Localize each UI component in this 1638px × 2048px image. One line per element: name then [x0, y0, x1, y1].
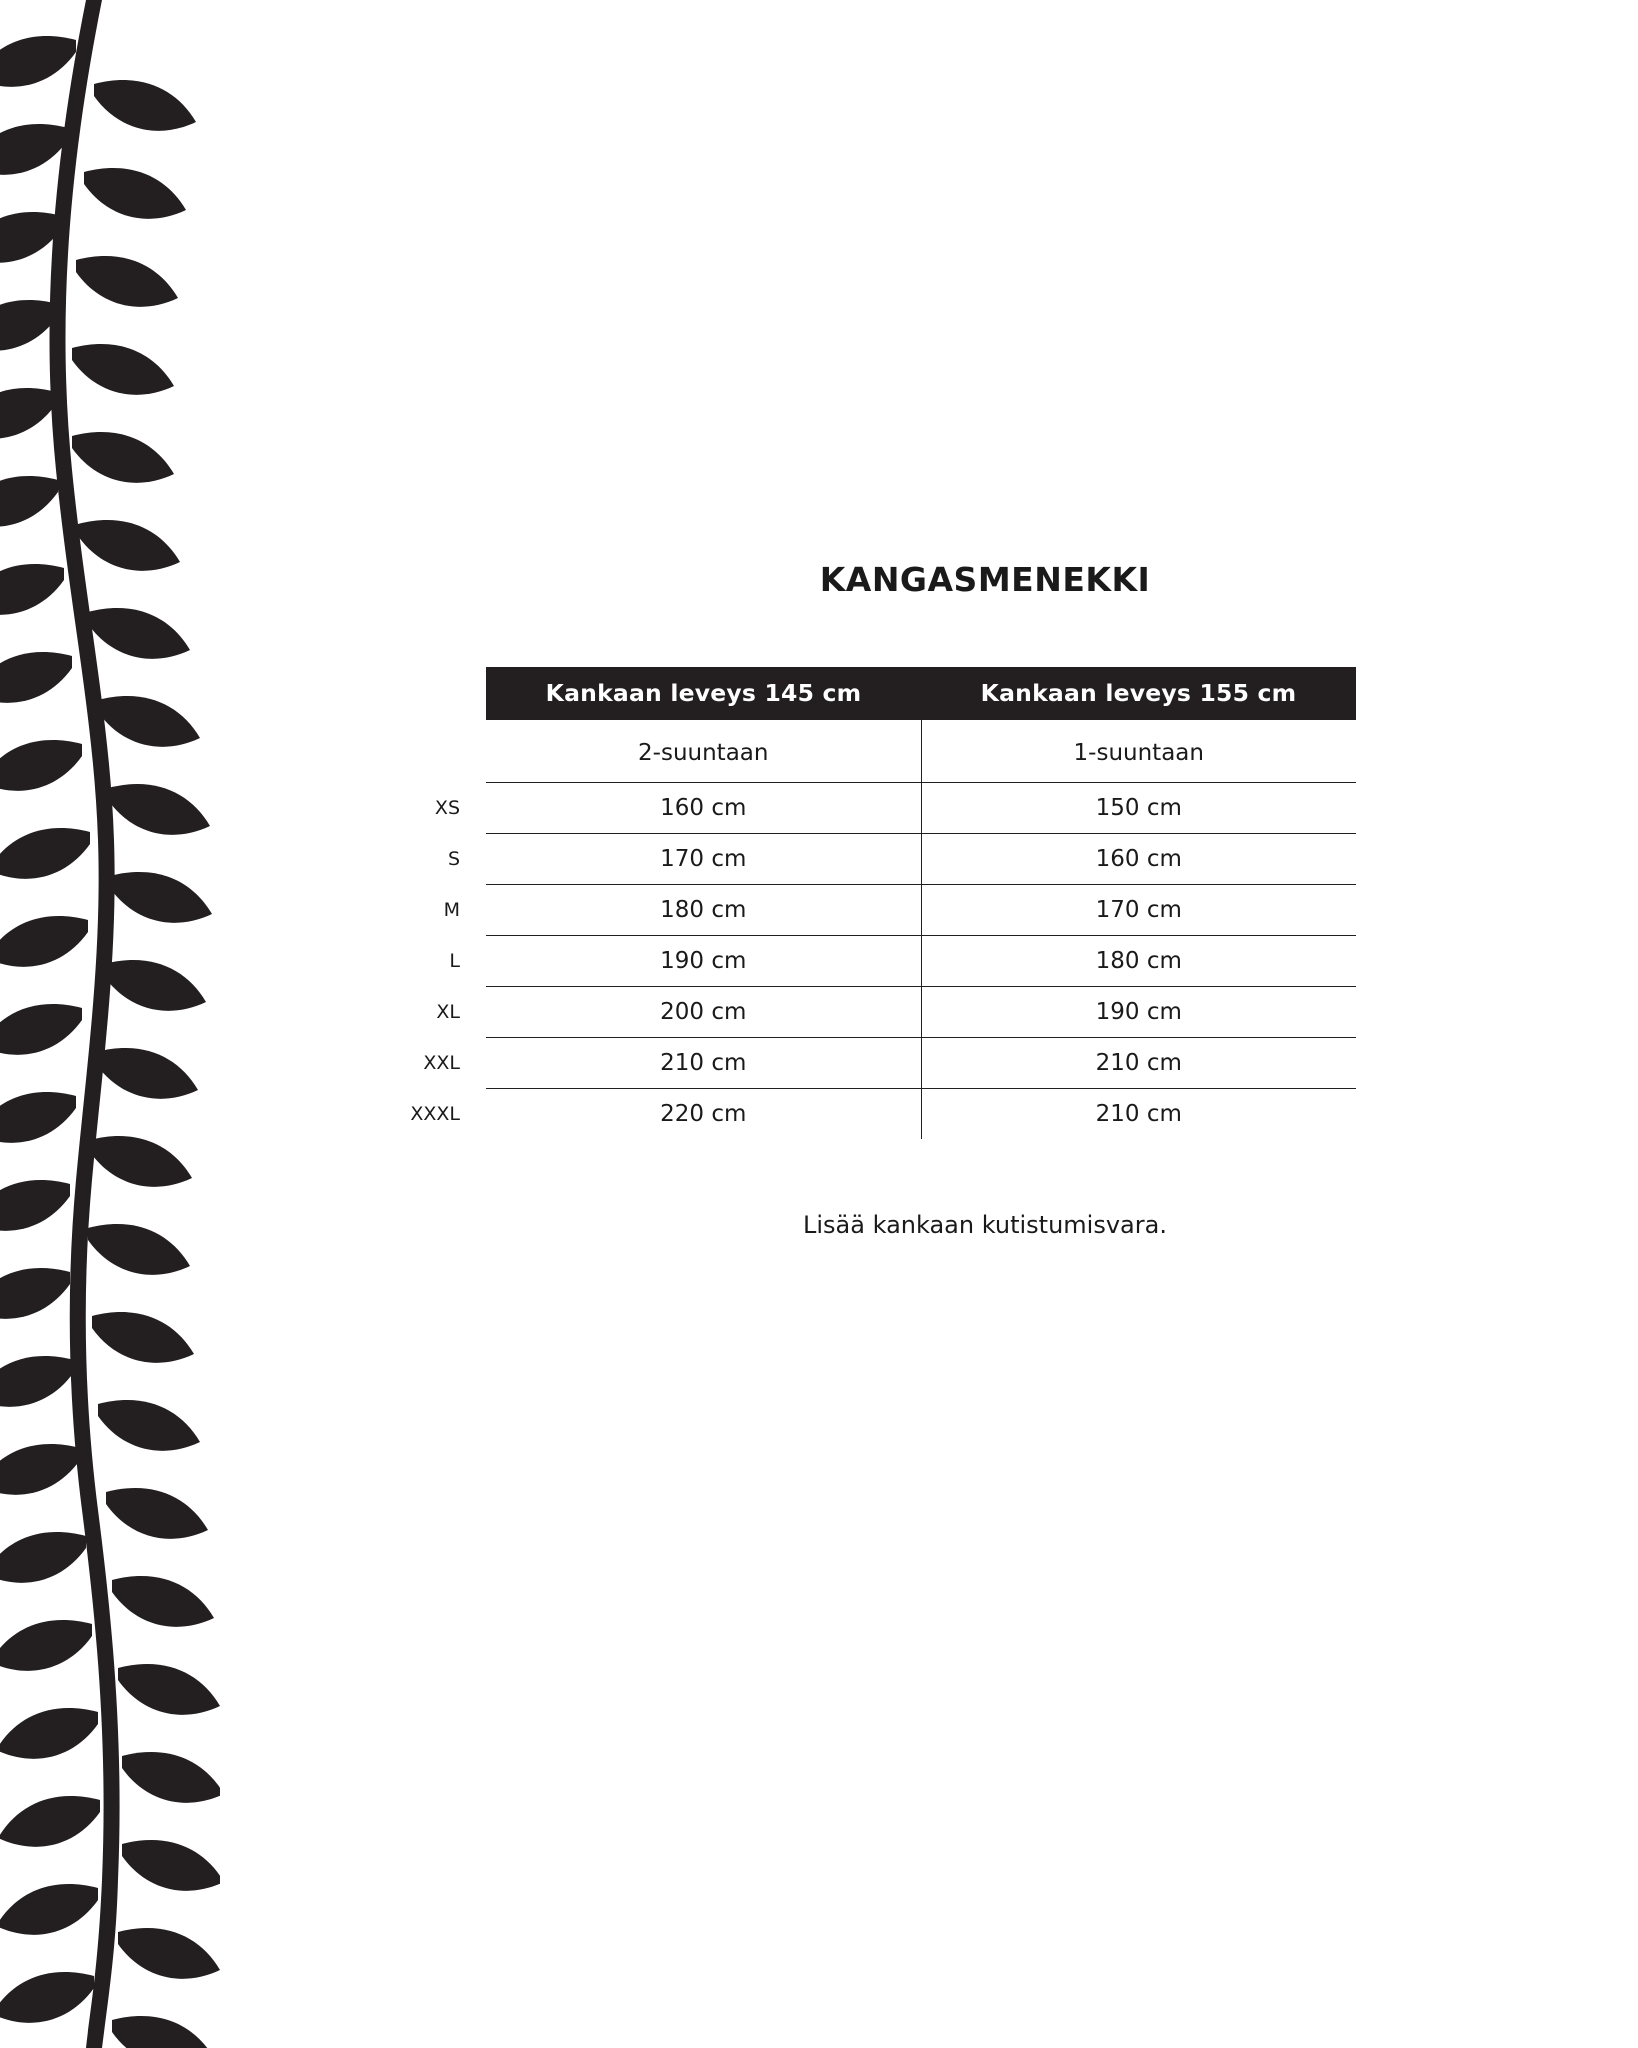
- page-title: KANGASMENEKKI: [819, 560, 1151, 599]
- table-subheader-row: [356, 720, 1356, 783]
- row-size-label: XXL: [423, 1052, 460, 1074]
- subheader-two-way: 2-suuntaan: [486, 720, 921, 783]
- subheader-spacer: [356, 720, 486, 783]
- cell-width-155: 150 cm: [921, 783, 1356, 834]
- cell-width-145: 170 cm: [486, 834, 921, 885]
- row-size-label: XL: [436, 1001, 460, 1023]
- cell-width-145: 190 cm: [486, 936, 921, 987]
- cell-width-145: 200 cm: [486, 987, 921, 1038]
- row-size-label: L: [449, 950, 460, 972]
- table-row: [356, 885, 1356, 936]
- fabric-requirement-table: [356, 667, 1356, 1139]
- header-spacer: [356, 667, 486, 720]
- table-row: [356, 936, 1356, 987]
- cell-width-155: 210 cm: [921, 1038, 1356, 1089]
- leafy-vine-illustration: [0, 0, 220, 2048]
- fabric-table-body: [356, 783, 1356, 1140]
- table-row: [356, 834, 1356, 885]
- cell-width-145: 220 cm: [486, 1089, 921, 1140]
- row-size-label: M: [443, 899, 460, 921]
- row-size-label: S: [447, 848, 460, 870]
- column-header-width-155: Kankaan leveys 155 cm: [921, 667, 1356, 720]
- cell-width-145: 180 cm: [486, 885, 921, 936]
- cell-width-155: 160 cm: [921, 834, 1356, 885]
- fabric-requirement-section: [330, 560, 1510, 1263]
- shrinkage-note: Lisää kankaan kutistumisvara.: [803, 1211, 1167, 1239]
- cell-width-155: 170 cm: [921, 885, 1356, 936]
- table-row: [356, 1038, 1356, 1089]
- cell-width-155: 180 cm: [921, 936, 1356, 987]
- cell-width-145: 210 cm: [486, 1038, 921, 1089]
- column-header-width-145: Kankaan leveys 145 cm: [486, 667, 921, 720]
- table-row: [356, 783, 1356, 834]
- row-size-label: XS: [434, 797, 460, 819]
- table-row: [356, 987, 1356, 1038]
- cell-width-145: 160 cm: [486, 783, 921, 834]
- cell-width-155: 190 cm: [921, 987, 1356, 1038]
- row-size-label: XXXL: [410, 1102, 460, 1125]
- table-row: [356, 1089, 1356, 1140]
- subheader-one-way: 1-suuntaan: [921, 720, 1356, 783]
- table-group-header-row: [356, 667, 1356, 720]
- cell-width-155: 210 cm: [1095, 1101, 1182, 1127]
- fabric-table-wrapper: [330, 667, 1510, 1139]
